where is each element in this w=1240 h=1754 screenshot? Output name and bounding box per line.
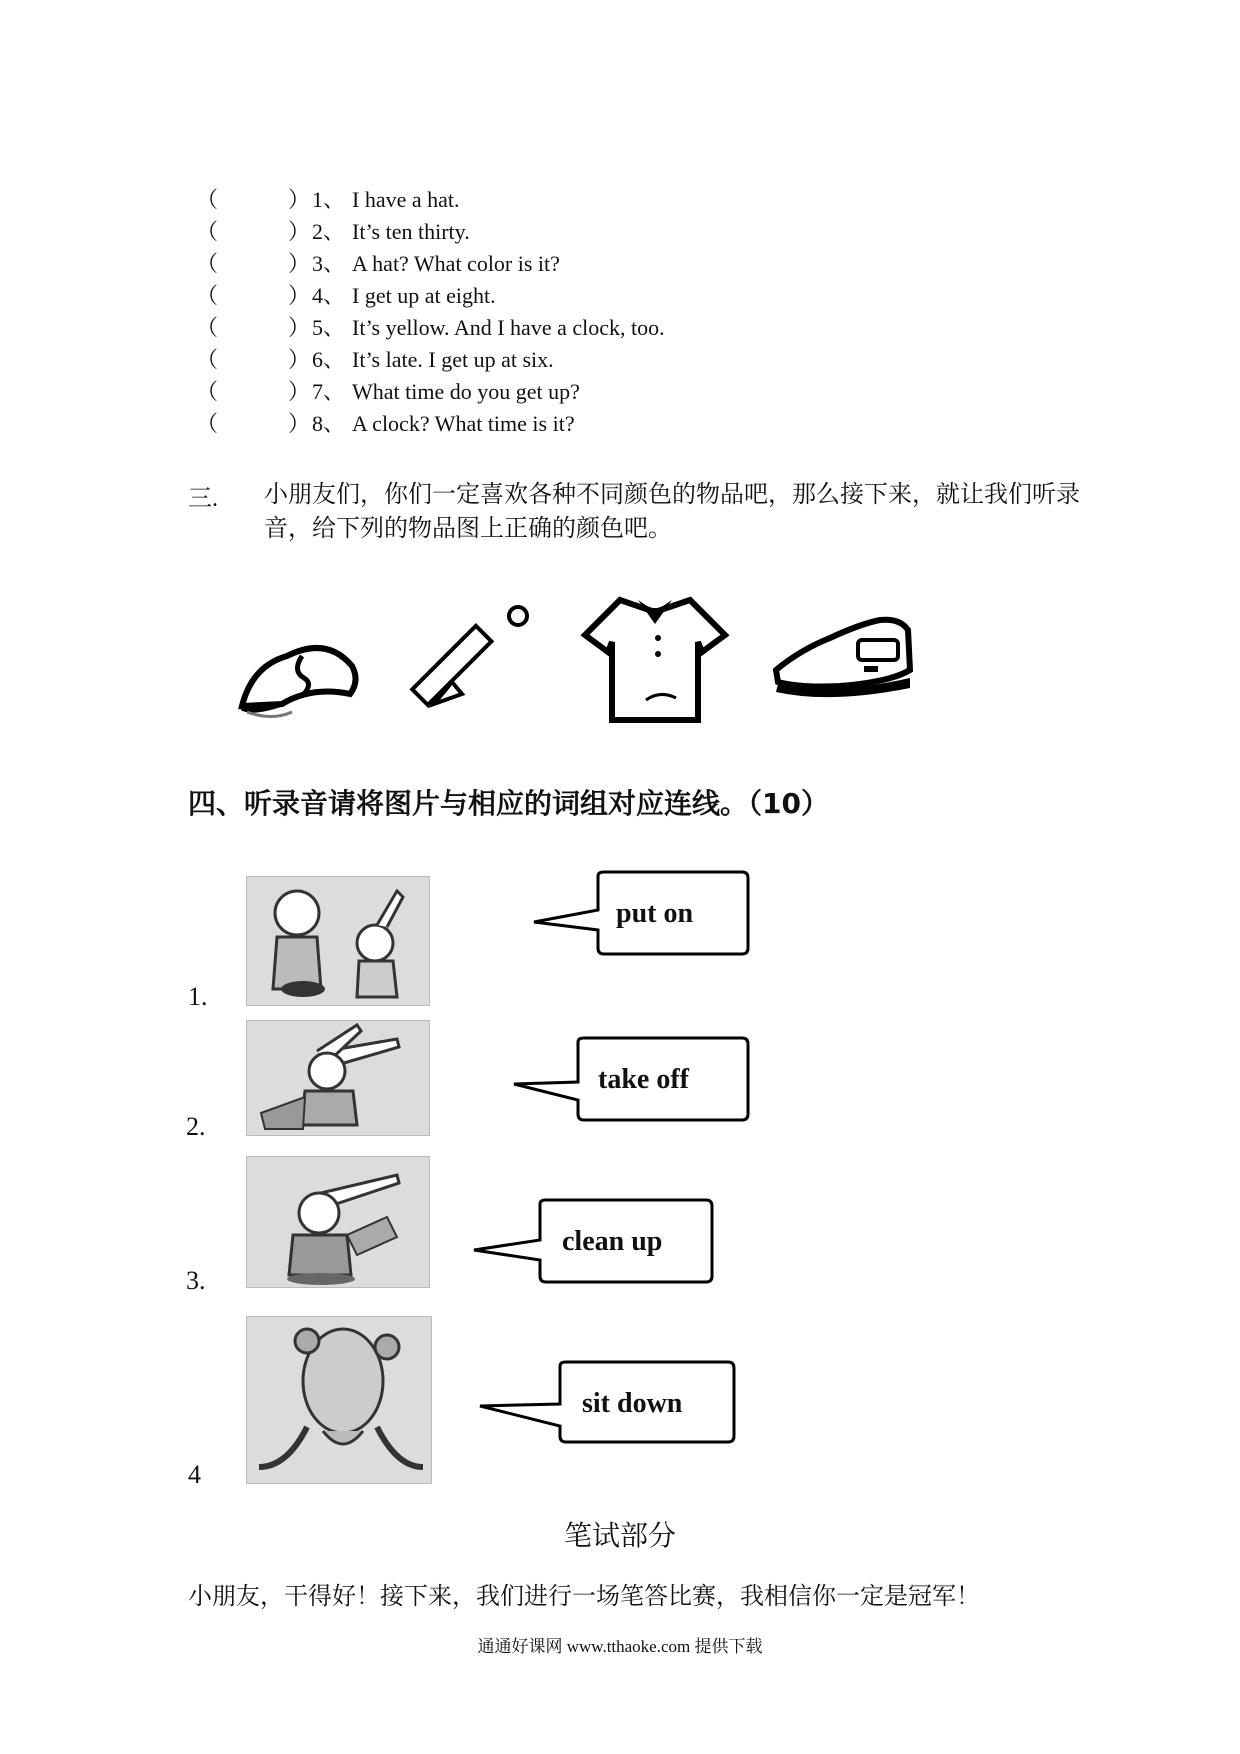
section-3-instruction: 小朋友们，你们一定喜欢各种不同颜色的物品吧，那么接下来，就让我们听录音，给下列的物品图上正确的颜色吧。: [264, 482, 1080, 542]
shoe-icon: [770, 600, 920, 710]
pencil-icon: [418, 604, 538, 714]
item-text: What time do you get up?: [352, 379, 580, 404]
paren-open: （: [196, 411, 219, 436]
question-number: 2.: [186, 1112, 206, 1141]
question-number: 1.: [188, 982, 208, 1011]
paren-open: （: [196, 219, 219, 244]
closing-text: 小朋友，干得好！接下来，我们进行一场笔答比赛，我相信你一定是冠军！: [188, 1584, 980, 1610]
paren-close: ）: [288, 379, 311, 404]
item-text: It’s late. I get up at six.: [352, 347, 554, 372]
monkey-illustration: [247, 1317, 431, 1483]
picture-put-on: [246, 876, 430, 1006]
item-text: It’s ten thirty.: [352, 219, 470, 244]
written-part-title: 笔试部分: [563, 1521, 676, 1552]
paren-close: ）: [288, 347, 311, 372]
paren-open: （: [196, 347, 219, 372]
item-number: 6、: [312, 347, 346, 372]
paren-close: ）: [288, 187, 311, 212]
cap-icon: [232, 596, 372, 736]
phrase-label: put on: [616, 898, 694, 929]
rabbit-illustration: [247, 1157, 429, 1287]
item-text: I get up at eight.: [352, 283, 496, 308]
paren-close: ）: [288, 283, 311, 308]
item-number: 7、: [312, 379, 346, 404]
item-text: It’s yellow. And I have a clock, too.: [352, 315, 665, 340]
item-number: 4、: [312, 283, 346, 308]
paren-open: （: [196, 315, 219, 340]
item-number: 5、: [312, 315, 346, 340]
item-text: A hat? What color is it?: [352, 251, 560, 276]
phrase-label: clean up: [562, 1226, 663, 1257]
phrase-label: sit down: [582, 1388, 683, 1419]
paren-open: （: [196, 283, 219, 308]
picture-take-off: [246, 1020, 430, 1136]
item-text: I have a hat.: [352, 187, 460, 212]
item-number: 3、: [312, 251, 346, 276]
shirt-icon: [580, 590, 730, 730]
section-3-label: 三.: [188, 486, 218, 512]
paren-close: ）: [288, 251, 311, 276]
paren-open: （: [196, 379, 219, 404]
paren-open: （: [196, 187, 219, 212]
paren-open: （: [196, 251, 219, 276]
section-4-title: 四、听录音请将图片与相应的词组对应连线。（10）: [188, 787, 829, 820]
paren-close: ）: [288, 411, 311, 436]
item-number: 8、: [312, 411, 346, 436]
question-number: 3.: [186, 1266, 206, 1295]
picture-sit-down: [246, 1316, 432, 1484]
item-number: 1、: [312, 187, 346, 212]
item-number: 2、: [312, 219, 346, 244]
question-number: 4: [188, 1460, 201, 1489]
item-text: A clock? What time is it?: [352, 411, 575, 436]
footer: 通通好课网 www.tthaoke.com 提供下载: [477, 1637, 763, 1656]
rabbit-illustration: [247, 1021, 429, 1135]
phrase-label: take off: [598, 1064, 689, 1095]
kids-illustration: [247, 877, 429, 1005]
paren-close: ）: [288, 219, 311, 244]
paren-close: ）: [288, 315, 311, 340]
picture-clean-up: [246, 1156, 430, 1288]
